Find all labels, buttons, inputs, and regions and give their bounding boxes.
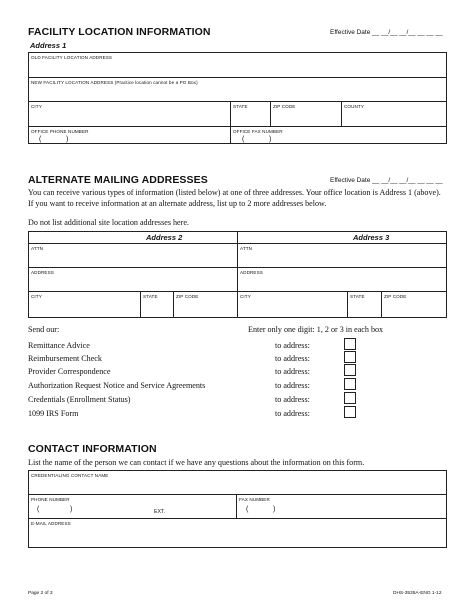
send-item-label: Credentials (Enrollment Status)	[28, 395, 131, 404]
facility-county-field[interactable]: COUNTY	[344, 104, 364, 109]
address2-attn-field[interactable]: ATTN	[31, 246, 44, 251]
divider	[28, 291, 447, 292]
divider	[28, 101, 447, 102]
facility-section-title: FACILITY LOCATION INFORMATION	[28, 26, 211, 38]
new-facility-address-field[interactable]: NEW FACILITY LOCATION ADDRESS (Practice location cannot be a PO Box)	[31, 80, 198, 85]
contact-fax-field[interactable]: FAX NUMBER	[239, 497, 270, 502]
contact-fax-paren-close: )	[273, 506, 276, 513]
to-address-label: to address:	[275, 395, 310, 404]
credentialing-contact-field[interactable]: CREDENTIALING CONTACT NAME	[31, 473, 109, 478]
send-item-label: Reimbursement Check	[28, 354, 102, 363]
phone-paren-open: (	[39, 136, 42, 143]
address2-city-field[interactable]: CITY	[31, 294, 42, 299]
address2-zip-field[interactable]: ZIP CODE	[176, 294, 199, 299]
address-3-header: Address 3	[353, 233, 390, 242]
old-facility-address-field[interactable]: OLD FACILITY LOCATION ADDRESS	[31, 55, 113, 60]
office-fax-field[interactable]: OFFICE FAX NUMBER	[233, 129, 283, 134]
page-number: Page 2 of 3	[28, 591, 53, 596]
remittance-advice-digit-box[interactable]	[344, 338, 356, 350]
fax-paren-close: )	[269, 136, 272, 143]
divider	[270, 101, 271, 126]
divider	[28, 126, 447, 127]
fax-paren-open: (	[242, 136, 245, 143]
send-item-label: Remittance Advice	[28, 341, 90, 350]
contact-intro: List the name of the person we can contact if we have any questions about the information on this form.	[28, 458, 365, 467]
contact-phone-paren-open: (	[37, 506, 40, 513]
facility-zip-field[interactable]: ZIP CODE	[273, 104, 296, 109]
address3-attn-field[interactable]: ATTN	[240, 246, 253, 251]
mailing-intro: You can receive various types of information (listed below) at one of three addresses. Your office location is Address 1 (above). If you want to receive information at an alternate address, list up to 2 more addresses below.	[28, 188, 441, 208]
to-address-label: to address:	[275, 381, 310, 390]
divider	[341, 101, 342, 126]
authorization-notice-digit-box[interactable]	[344, 378, 356, 390]
to-address-label: to address:	[275, 354, 310, 363]
mailing-section-title: ALTERNATE MAILING ADDRESSES	[28, 174, 208, 186]
send-our-label: Send our:	[28, 325, 60, 334]
divider	[381, 291, 382, 318]
send-item-label: 1099 IRS Form	[28, 409, 79, 418]
divider	[28, 494, 447, 495]
facility-state-field[interactable]: STATE	[233, 104, 248, 109]
contact-fax-paren-open: (	[246, 506, 249, 513]
office-phone-field[interactable]: OFFICE PHONE NUMBER	[31, 129, 89, 134]
provider-correspondence-digit-box[interactable]	[344, 364, 356, 376]
contact-table	[28, 470, 447, 548]
divider	[230, 101, 231, 144]
address3-city-field[interactable]: CITY	[240, 294, 251, 299]
facility-city-field[interactable]: CITY	[31, 104, 42, 109]
divider	[28, 243, 447, 244]
divider	[237, 231, 238, 318]
divider	[236, 494, 237, 518]
divider	[140, 291, 141, 318]
contact-email-field[interactable]: E-MAIL ADDRESS	[31, 521, 71, 526]
reimbursement-check-digit-box[interactable]	[344, 351, 356, 363]
form-id: DHS-3535A-ENG 1-12	[393, 591, 442, 596]
divider	[173, 291, 174, 318]
facility-effective-date[interactable]: Effective Date __ __/__ __/__ __ __ __	[330, 29, 443, 36]
send-item-label: Authorization Request Notice and Service Agreements	[28, 381, 206, 390]
address3-address-field[interactable]: ADDRESS	[240, 270, 263, 275]
enter-digit-instruction: Enter only one digit: 1, 2 or 3 in each box	[248, 325, 384, 334]
divider	[28, 77, 447, 78]
contact-phone-ext-label: EXT.	[154, 509, 165, 515]
to-address-label: to address:	[275, 409, 310, 418]
contact-section-title: CONTACT INFORMATION	[28, 443, 157, 455]
divider	[28, 518, 447, 519]
contact-phone-paren-close: )	[70, 506, 73, 513]
address3-zip-field[interactable]: ZIP CODE	[384, 294, 407, 299]
address2-state-field[interactable]: STATE	[143, 294, 158, 299]
divider	[347, 291, 348, 318]
to-address-label: to address:	[275, 367, 310, 376]
irs-1099-digit-box[interactable]	[344, 406, 356, 418]
to-address-label: to address:	[275, 341, 310, 350]
address-2-header: Address 2	[146, 233, 183, 242]
address-1-label: Address 1	[30, 41, 67, 50]
phone-paren-close: )	[66, 136, 69, 143]
address2-address-field[interactable]: ADDRESS	[31, 270, 54, 275]
mailing-note: Do not list additional site location addresses here.	[28, 218, 189, 227]
contact-phone-field[interactable]: PHONE NUMBER	[31, 497, 70, 502]
mailing-effective-date[interactable]: Effective Date __ __/__ __/__ __ __ __	[330, 177, 443, 184]
credentials-digit-box[interactable]	[344, 392, 356, 404]
send-item-label: Provider Correspondence	[28, 367, 111, 376]
address3-state-field[interactable]: STATE	[350, 294, 365, 299]
divider	[28, 267, 447, 268]
